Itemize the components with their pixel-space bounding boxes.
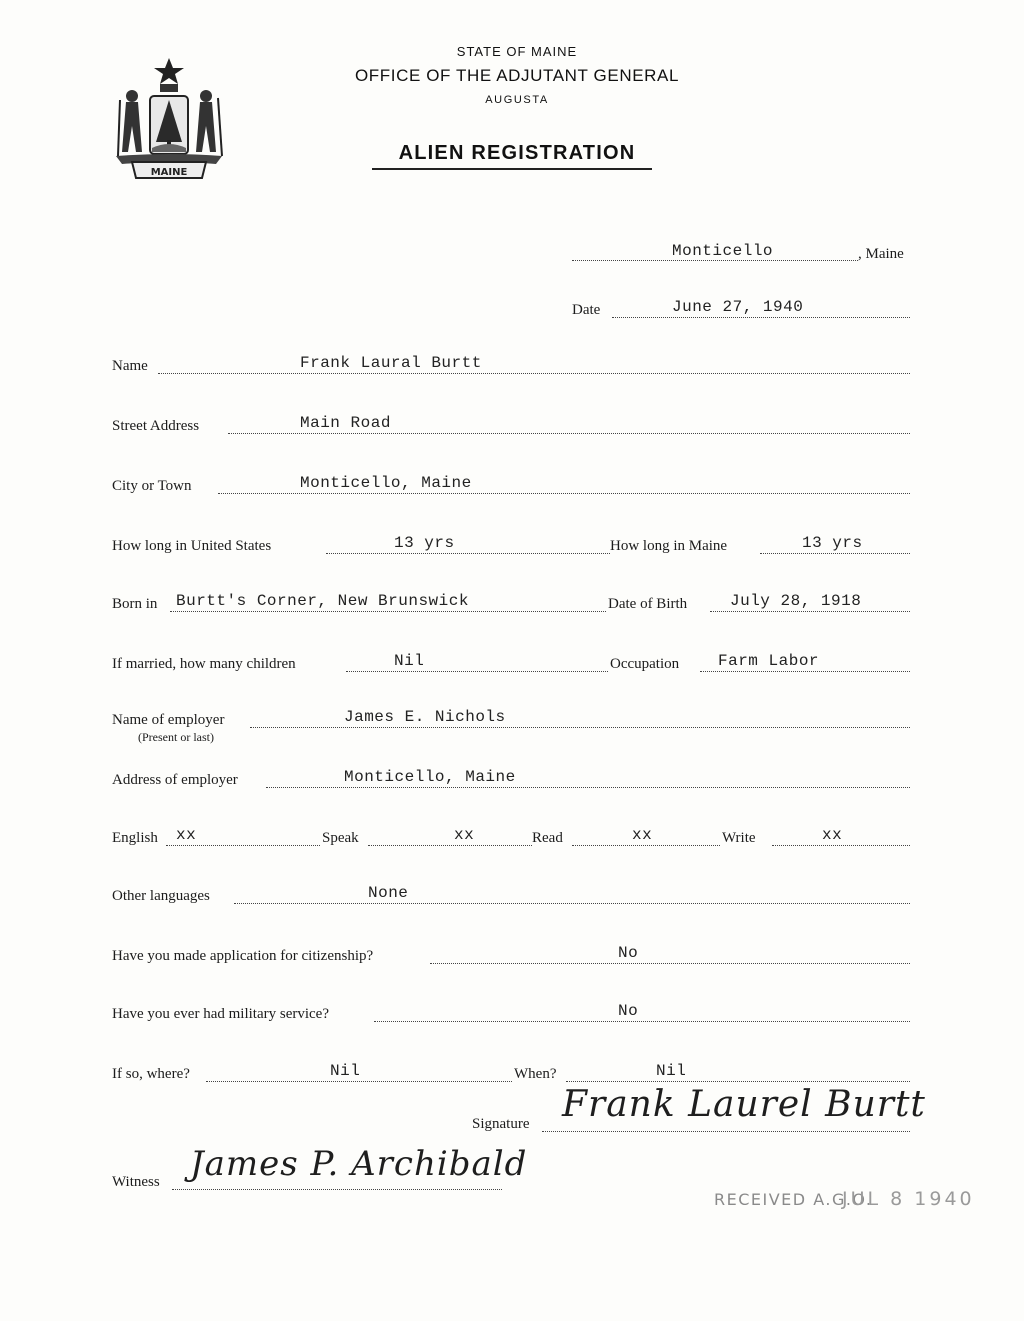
- date-label: Date: [572, 302, 601, 318]
- city-dots: [218, 493, 910, 494]
- signature-dots: [542, 1131, 910, 1132]
- military-label: Have you ever had military service?: [112, 1006, 329, 1022]
- place-suffix: , Maine: [858, 246, 904, 262]
- employer-dots: [250, 727, 910, 728]
- birth-row: [0, 594, 1024, 624]
- write-value[interactable]: xx: [822, 826, 843, 844]
- witness-dots: [172, 1189, 502, 1190]
- citizenship-label: Have you made application for citizenship?: [112, 948, 374, 964]
- maine-years-dots: [760, 553, 910, 554]
- form-title: ALIEN REGISTRATION: [398, 142, 636, 164]
- occupation-label: Occupation: [610, 656, 680, 672]
- employer-address-row: [0, 770, 1024, 800]
- signature-row: [0, 1084, 1024, 1144]
- occupation-dots: [700, 671, 910, 672]
- dob-value[interactable]: July 28, 1918: [730, 592, 862, 610]
- employer-label: Name of employer: [112, 712, 225, 728]
- state-heading: STATE OF MAINE: [456, 44, 578, 59]
- street-dots: [228, 433, 910, 434]
- military-value[interactable]: No: [618, 1002, 639, 1020]
- language-row: [0, 828, 1024, 858]
- citizenship-row: [0, 946, 1024, 976]
- witness-value[interactable]: James P. Archibald: [190, 1144, 528, 1184]
- city-label: City or Town: [112, 478, 192, 494]
- place-row: [0, 244, 1024, 274]
- street-label: Street Address: [112, 418, 200, 434]
- employer-address-dots: [266, 787, 910, 788]
- military-dots: [374, 1021, 910, 1022]
- date-value[interactable]: June 27, 1940: [672, 298, 804, 316]
- title-underline: [372, 168, 652, 170]
- occupation-value[interactable]: Farm Labor: [718, 652, 820, 670]
- speak-label: Speak: [322, 830, 359, 846]
- date-dots: [612, 317, 910, 318]
- us-years-dots: [326, 553, 610, 554]
- other-languages-row: [0, 886, 1024, 916]
- signature-value[interactable]: Frank Laurel Burtt: [562, 1084, 926, 1125]
- date-row: [0, 300, 1024, 330]
- name-label: Name: [112, 358, 148, 374]
- received-stamp: RECEIVED A.G.O.: [714, 1190, 873, 1209]
- born-in-value[interactable]: Burtt's Corner, New Brunswick: [176, 592, 469, 610]
- witness-label: Witness: [112, 1174, 160, 1190]
- name-row: [0, 356, 1024, 386]
- street-value[interactable]: Main Road: [300, 414, 391, 432]
- other-languages-label: Other languages: [112, 888, 210, 904]
- employer-value[interactable]: James E. Nichols: [344, 708, 506, 726]
- citizenship-value[interactable]: No: [618, 944, 639, 962]
- place-value[interactable]: Monticello: [672, 242, 774, 260]
- military-row: [0, 1004, 1024, 1034]
- dob-dots: [710, 611, 910, 612]
- street-row: [0, 416, 1024, 446]
- us-years-label: How long in United States: [112, 538, 272, 554]
- where-dots: [206, 1081, 512, 1082]
- write-dots: [772, 845, 910, 846]
- read-value[interactable]: xx: [632, 826, 653, 844]
- name-value[interactable]: Frank Laural Burtt: [300, 354, 482, 372]
- other-languages-dots: [234, 903, 910, 904]
- city-heading: AUGUSTA: [485, 94, 549, 106]
- dob-label: Date of Birth: [608, 596, 688, 612]
- employer-row: [0, 708, 1024, 744]
- where-value[interactable]: Nil: [330, 1062, 361, 1080]
- born-in-label: Born in: [112, 596, 158, 612]
- maine-years-label: How long in Maine: [610, 538, 728, 554]
- employer-address-value[interactable]: Monticello, Maine: [344, 768, 516, 786]
- name-dots: [158, 373, 910, 374]
- residence-row: [0, 536, 1024, 566]
- english-value[interactable]: xx: [176, 826, 197, 844]
- place-dots: [572, 260, 858, 261]
- when-value[interactable]: Nil: [656, 1062, 687, 1080]
- citizenship-dots: [430, 963, 910, 964]
- born-in-dots: [170, 611, 606, 612]
- write-label: Write: [722, 830, 756, 846]
- other-languages-value[interactable]: None: [368, 884, 409, 902]
- speak-value[interactable]: xx: [454, 826, 475, 844]
- read-dots: [572, 845, 720, 846]
- read-label: Read: [532, 830, 563, 846]
- english-dots: [166, 845, 320, 846]
- signature-label: Signature: [472, 1116, 530, 1132]
- where-label: If so, where?: [112, 1066, 190, 1082]
- seal-banner-text: MAINE: [150, 167, 188, 178]
- employer-sublabel: (Present or last): [138, 730, 214, 744]
- children-label: If married, how many children: [112, 656, 296, 672]
- city-value[interactable]: Monticello, Maine: [300, 474, 472, 492]
- office-heading: OFFICE OF THE ADJUTANT GENERAL: [354, 66, 680, 85]
- maine-years-value[interactable]: 13 yrs: [802, 534, 863, 552]
- children-dots: [346, 671, 608, 672]
- received-stamp-date: JUL 8 1940: [842, 1188, 975, 1210]
- english-label: English: [112, 830, 158, 846]
- when-label: When?: [514, 1066, 557, 1082]
- employer-address-label: Address of employer: [112, 772, 238, 788]
- children-value[interactable]: Nil: [394, 652, 425, 670]
- speak-dots: [368, 845, 532, 846]
- children-row: [0, 654, 1024, 684]
- us-years-value[interactable]: 13 yrs: [394, 534, 455, 552]
- city-row: [0, 476, 1024, 506]
- when-dots: [566, 1081, 910, 1082]
